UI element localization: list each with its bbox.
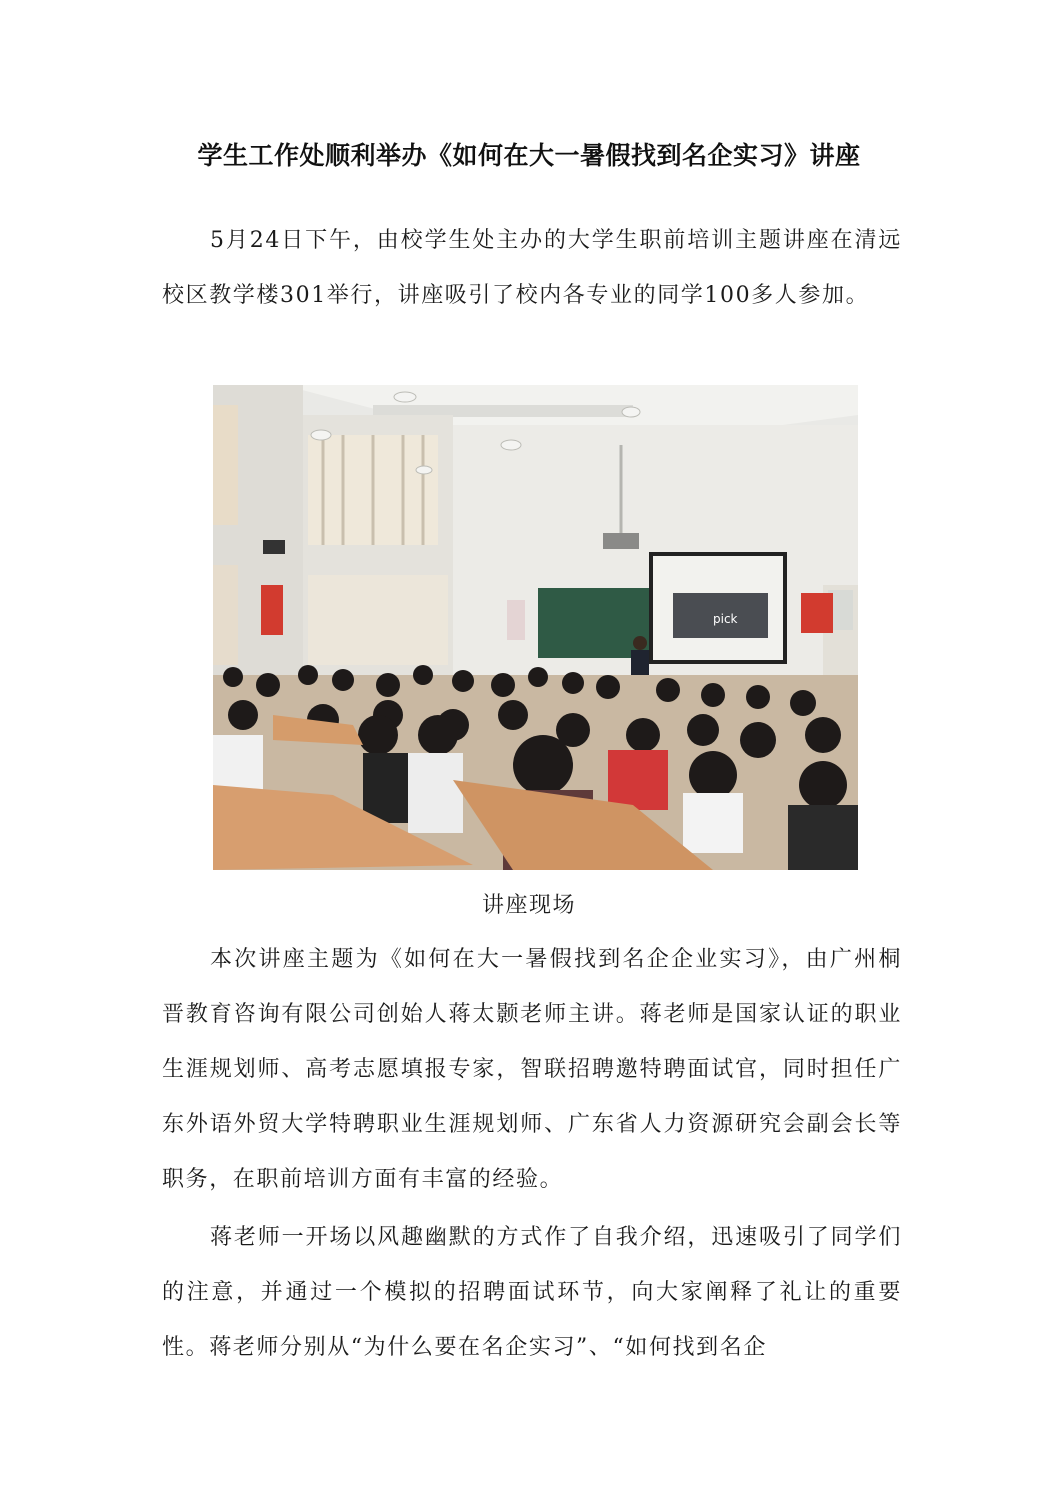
paragraph-intro: 5月24日下午，由校学生处主办的大学生职前培训主题讲座在清远校区教学楼301举行，讲座吸引了校内各专业的同学100多人参加。: [162, 228, 902, 308]
photo-caption: 讲座现场: [481, 893, 576, 918]
paragraph-topic: 本次讲座主题为《如何在大一暑假找到名企企业实习》，由广州桐晋教育咨询有限公司创始人蒋太颢老师主讲。蒋老师是国家认证的职业生涯规划师、高考志愿填报专家，智联招聘邀特聘面试官，同时担任广东外语外贸大学特聘职业生涯规划师、广东省人力资源研究会副会长等职务，在职前培训方面有丰富的经验。: [162, 947, 902, 1192]
article-title: 学生工作处顺利举办《如何在大一暑假找到名企实习》讲座: [197, 141, 861, 170]
screen-text: pick: [713, 612, 738, 626]
lecture-photo: [213, 385, 858, 870]
paragraph-opening: 蒋老师一开场以风趣幽默的方式作了自我介绍，迅速吸引了同学们的注意，并通过一个模拟的招聘面试环节，向大家阐释了礼让的重要性。蒋老师分别从“为什么要在名企实习”、“如何找到名企: [162, 1225, 902, 1360]
